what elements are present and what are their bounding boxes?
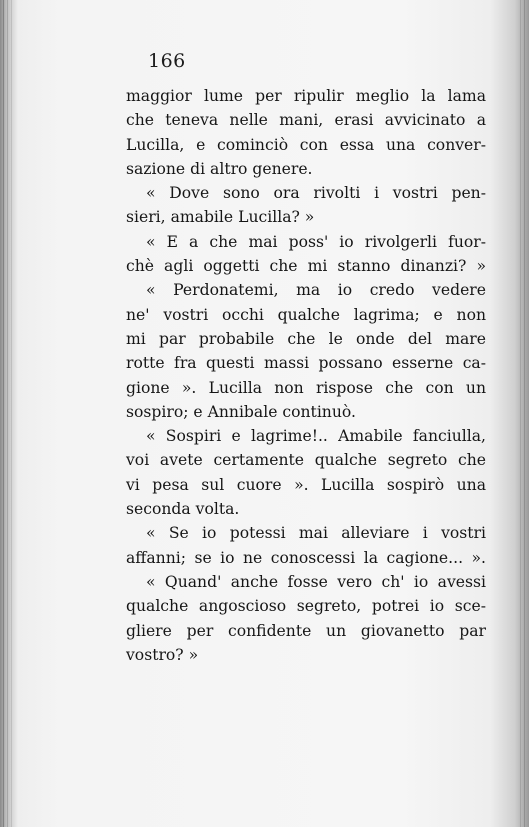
text-line: affanni; se io ne conoscessi la cagione... ». (126, 548, 486, 567)
spine-shadow-line (3, 0, 4, 827)
spine-shadow-line (7, 0, 8, 827)
text-line: gione ». Lucilla non rispose che con un (126, 378, 486, 397)
page-number: 166 (148, 50, 186, 72)
text-line: vostro? » (126, 645, 199, 664)
text-line: voi avete certamente qualche segreto che (126, 451, 486, 470)
text-line: « Dove sono ora rivolti i vostri pen- (146, 184, 486, 203)
text-line: sieri, amabile Lucilla? » (126, 208, 315, 227)
body-text (126, 84, 486, 667)
text-line: mi par probabile che le onde del mare (126, 329, 486, 348)
text-line: rotte fra questi massi possano esserne ca- (126, 354, 486, 373)
spine-shadow-line (11, 0, 12, 827)
text-line: sazione di altro genere. (126, 159, 313, 178)
text-line: chè agli oggetti che mi stanno dinanzi? » (126, 257, 486, 276)
page-edge-line (524, 0, 525, 827)
text-line: ne' vostri occhi qualche lagrima; e non (126, 305, 486, 324)
text-line: vi pesa sul cuore ». Lucilla sospirò una (126, 475, 486, 494)
text-line: qualche angoscioso segreto, potrei io sce- (126, 597, 486, 616)
text-line: « Sospiri e lagrime!.. Amabile fanciulla, (146, 427, 486, 446)
text-line: Lucilla, e cominciò con essa una conver- (126, 135, 486, 154)
text-line: gliere per confidente un giovanetto par (126, 621, 486, 640)
text-line: « Perdonatemi, ma io credo vedere (146, 281, 486, 300)
text-line: che teneva nelle mani, erasi avvicinato a (126, 111, 486, 130)
text-line: seconda volta. (126, 500, 240, 519)
text-line: « Quand' anche fosse vero ch' io avessi (146, 572, 486, 591)
text-line: maggior lume per ripulir meglio la lama (126, 87, 486, 105)
text-line: « Se io potessi mai alleviare i vostri (146, 524, 486, 543)
page-edge-line (520, 0, 521, 827)
text-line: sospiro; e Annibale continuò. (126, 402, 356, 421)
text-line: « E a che mai poss' io rivolgerli fuor- (146, 232, 486, 251)
